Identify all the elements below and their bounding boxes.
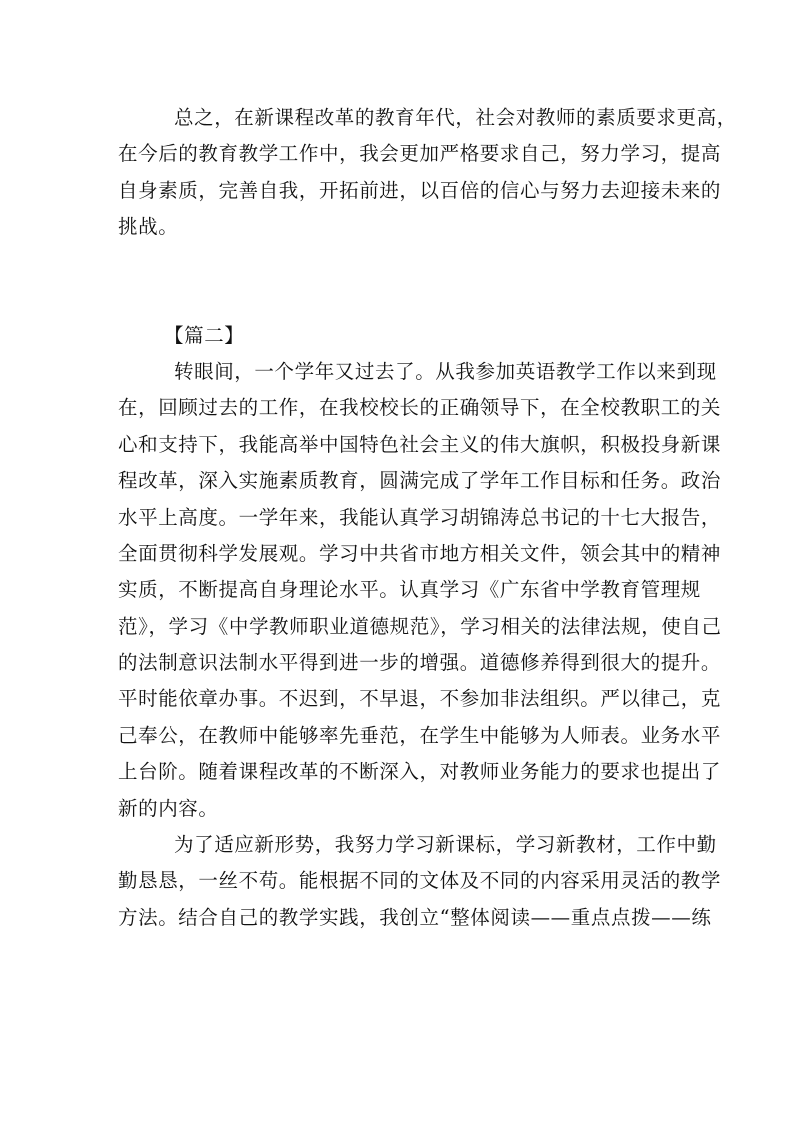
- paragraph-gap: [118, 246, 688, 318]
- text-line: 心和支持下，我能高举中国特色社会主义的伟大旗帜，积极投身新课: [118, 432, 722, 456]
- text-line: 的法制意识法制水平得到进一步的增强。道德修养得到很大的提升。: [118, 651, 722, 675]
- text-line: 在今后的教育教学工作中，我会更加严格要求自己，努力学习，提高: [118, 142, 722, 166]
- text-line: 水平上高度。一学年来，我能认真学习胡锦涛总书记的十七大报告，: [118, 505, 722, 529]
- text-line: 方法。结合自己的教学实践，我创立“整体阅读——重点点拨——练: [118, 905, 712, 929]
- section-heading: 【篇二】: [164, 323, 245, 347]
- paragraph-conclusion: [118, 100, 737, 246]
- document-body: [118, 100, 737, 936]
- text-line: 全面贯彻科学发展观。学习中共省市地方相关文件，领会其中的精神: [118, 541, 722, 565]
- text-line: 为了适应新形势，我努力学习新课标，学习新教材，工作中勤: [174, 833, 717, 857]
- text-line: 己奉公，在教师中能够率先垂范，在学生中能够为人师表。业务水平: [118, 723, 722, 747]
- text-line: 范》，学习《中学教师职业道德规范》，学习相关的法律法规，使自己: [118, 614, 722, 638]
- text-line: 勤恳恳，一丝不苟。能根据不同的文体及不同的内容采用灵活的教学: [118, 869, 722, 893]
- text-line: 平时能依章办事。不迟到，不早退，不参加非法组织。严以律己，克: [118, 687, 722, 711]
- text-line: 程改革，深入实施素质教育，圆满完成了学年工作目标和任务。政治: [118, 469, 722, 493]
- text-line: 新的内容。: [118, 796, 219, 820]
- paragraph-review: [118, 354, 722, 827]
- text-line: 转眼间，一个学年又过去了。从我参加英语教学工作以来到现: [174, 359, 717, 383]
- paragraph-teaching-methods: [118, 827, 722, 936]
- text-line: 总之，在新课程改革的教育年代，社会对教师的素质要求更高，: [174, 106, 737, 129]
- text-line: 实质，不断提高自身理论水平。认真学习《广东省中学教育管理规: [118, 578, 701, 602]
- text-line: 挑战。: [118, 215, 179, 239]
- text-line: 在，回顾过去的工作，在我校校长的正确领导下，在全校教职工的关: [118, 396, 722, 420]
- text-line: 自身素质，完善自我，开拓前进，以百倍的信心与努力去迎接未来的: [118, 178, 722, 202]
- text-line: 上台阶。随着课程改革的不断深入，对教师业务能力的要求也提出了: [118, 760, 722, 784]
